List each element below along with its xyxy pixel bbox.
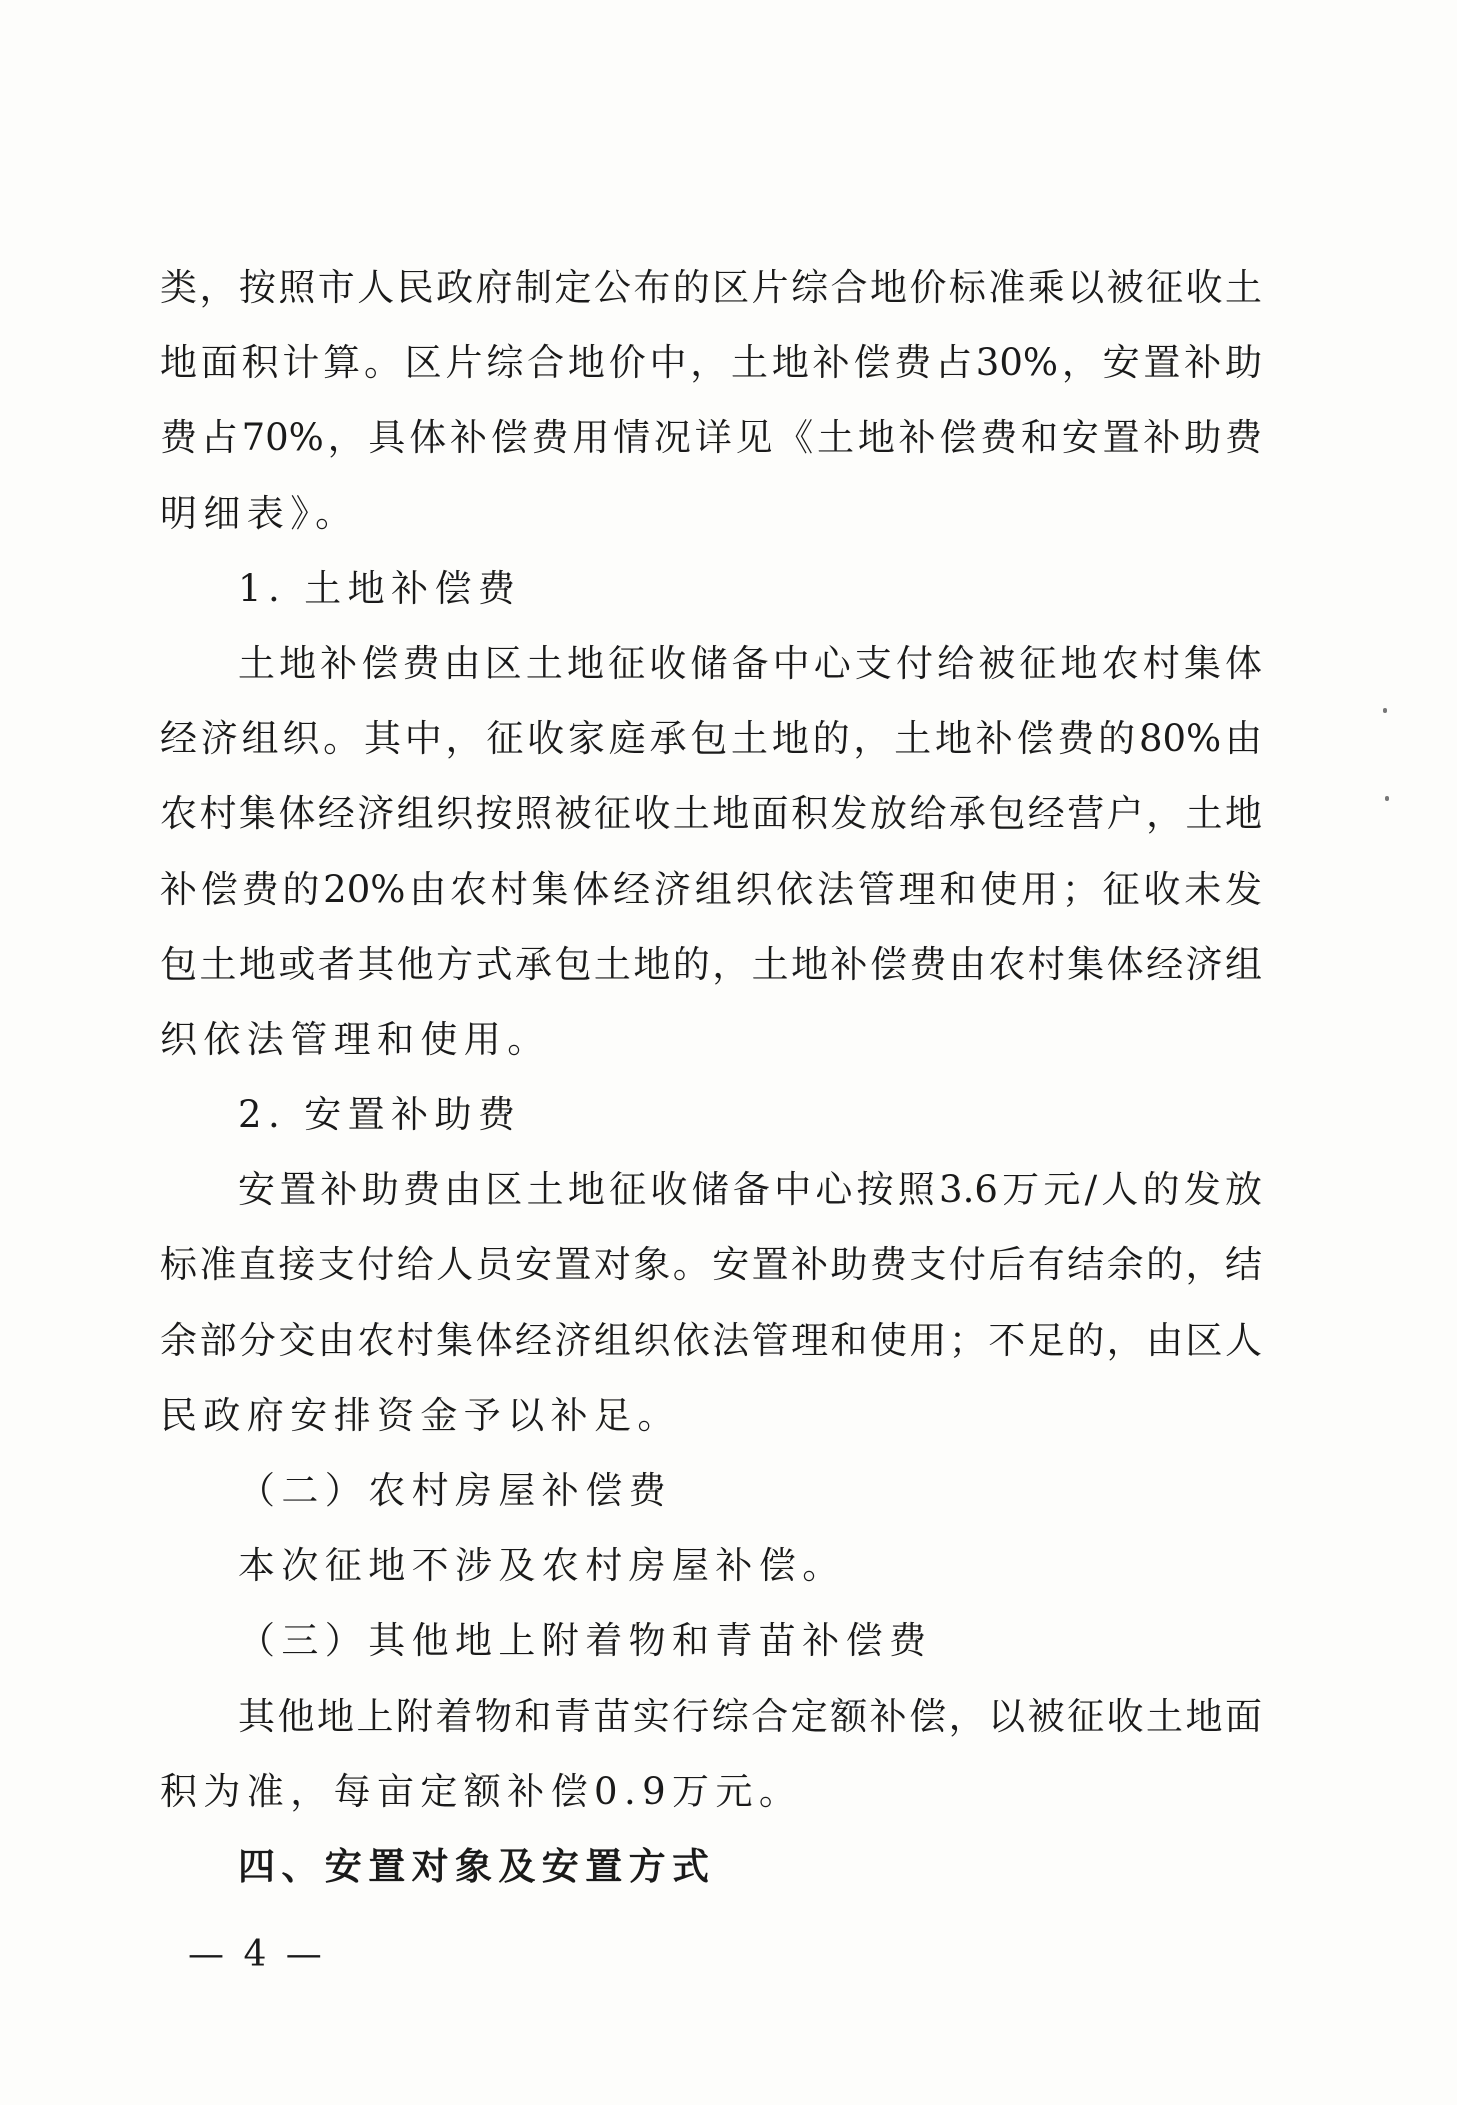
paragraph-line: 包土地或者其他方式承包土地的，土地补偿费由农村集体经济组 (160, 942, 1262, 986)
paragraph-line: 费占70%，具体补偿费用情况详见《土地补偿费和安置补助费 (160, 416, 1262, 460)
paragraph-line: 土地补偿费由区土地征收储备中心支付给被征地农村集体 (238, 641, 1262, 685)
document-body (160, 250, 1262, 1904)
paragraph-line: 本次征地不涉及农村房屋补偿。 (238, 1544, 846, 1588)
paragraph-line: 明细表》。 (160, 491, 359, 535)
paragraph-line: 安置补助费由区土地征收储备中心按照3.6万元/人的发放 (238, 1168, 1262, 1212)
paragraph-line: 地面积计算。区片综合地价中，土地补偿费占30%，安置补助 (160, 341, 1262, 385)
section-heading-land-compensation: 1. 土地补偿费 (238, 566, 522, 610)
paragraph-line: 积为准，每亩定额补偿0.9万元。 (160, 1769, 803, 1813)
section-heading-house-compensation: （二）农村房屋补偿费 (238, 1469, 672, 1512)
paragraph-line: 标准直接支付给人员安置对象。安置补助费支付后有结余的，结 (160, 1243, 1262, 1287)
section-heading-resettlement-subsidy: 2. 安置补助费 (238, 1093, 522, 1137)
paragraph-line: 农村集体经济组织按照被征收土地面积发放给承包经营户，土地 (160, 792, 1262, 836)
paragraph-line: 织依法管理和使用。 (160, 1017, 551, 1061)
paragraph-line: 民政府安排资金予以补足。 (160, 1393, 681, 1437)
paragraph-line: 补偿费的20%由农村集体经济组织依法管理和使用；征收未发 (160, 867, 1262, 911)
section-heading-resettlement: 四、安置对象及安置方式 (238, 1844, 716, 1888)
scan-speck (1385, 796, 1389, 801)
paragraph-line: 经济组织。其中，征收家庭承包土地的，土地补偿费的80%由 (160, 717, 1262, 761)
paragraph-line: 类，按照市人民政府制定公布的区片综合地价标准乘以被征收土 (160, 266, 1262, 309)
page-number: — 4 — (188, 1934, 326, 1975)
paragraph-line: 余部分交由农村集体经济组织依法管理和使用；不足的，由区人 (160, 1318, 1262, 1362)
scan-speck (1383, 708, 1387, 713)
paragraph-line: 其他地上附着物和青苗实行综合定额补偿，以被征收土地面 (238, 1694, 1262, 1738)
section-heading-attachments-compensation: （三）其他地上附着物和青苗补偿费 (238, 1619, 933, 1663)
